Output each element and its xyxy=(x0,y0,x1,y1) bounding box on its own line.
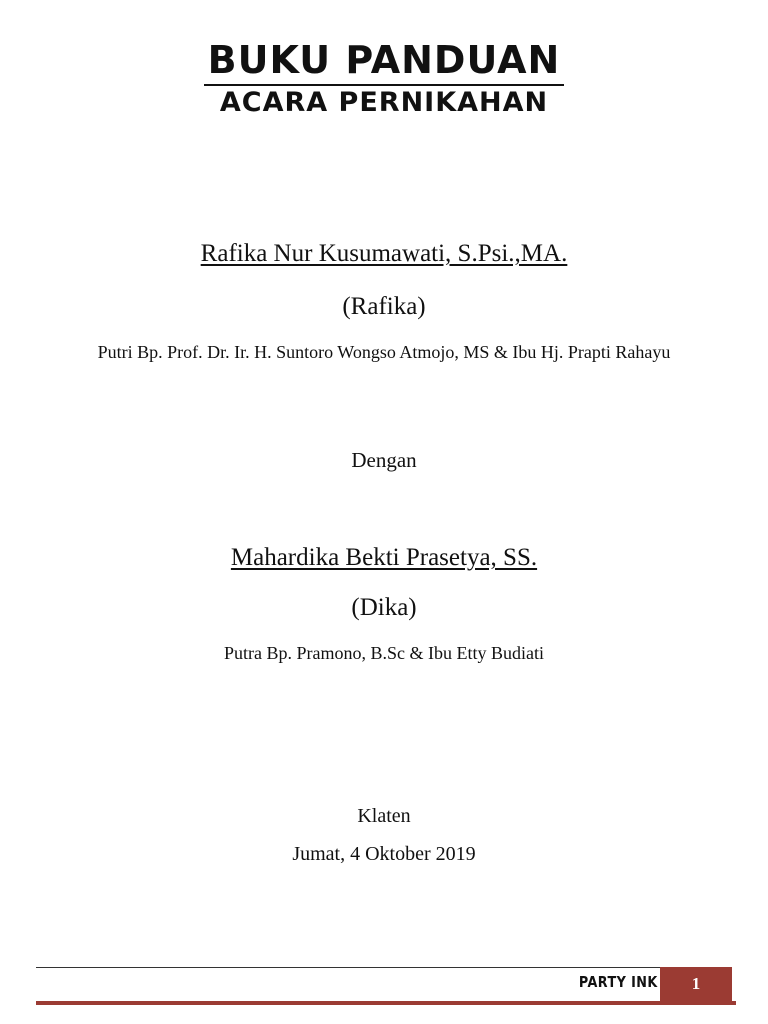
bride-nickname: (Rafika) xyxy=(342,293,426,320)
groom-parents: Putra Bp. Pramono, B.Sc & Ibu Etty Budiati xyxy=(224,643,544,663)
footer-accent-bar xyxy=(36,1001,736,1005)
title-main: BUKU PANDUAN xyxy=(204,38,565,86)
bride-full-name: Rafika Nur Kusumawati, S.Psi.,MA. xyxy=(200,240,568,267)
footer-label: PARTY INK xyxy=(579,973,658,991)
footer-divider xyxy=(36,967,732,968)
groom-full-name: Mahardika Bekti Prasetya, SS. xyxy=(230,544,538,571)
bride-parents: Putri Bp. Prof. Dr. Ir. H. Suntoro Wongso Atmojo, MS & Ibu Hj. Prapti Rahayu xyxy=(97,342,671,362)
event-date: Jumat, 4 Oktober 2019 xyxy=(292,843,476,865)
title-subtitle: ACARA PERNIKAHAN xyxy=(219,87,549,118)
conjunction-text: Dengan xyxy=(351,448,417,472)
page-number-badge: 1 xyxy=(660,967,732,1001)
event-place: Klaten xyxy=(357,805,411,827)
groom-nickname: (Dika) xyxy=(351,594,417,621)
document-title xyxy=(0,38,768,120)
